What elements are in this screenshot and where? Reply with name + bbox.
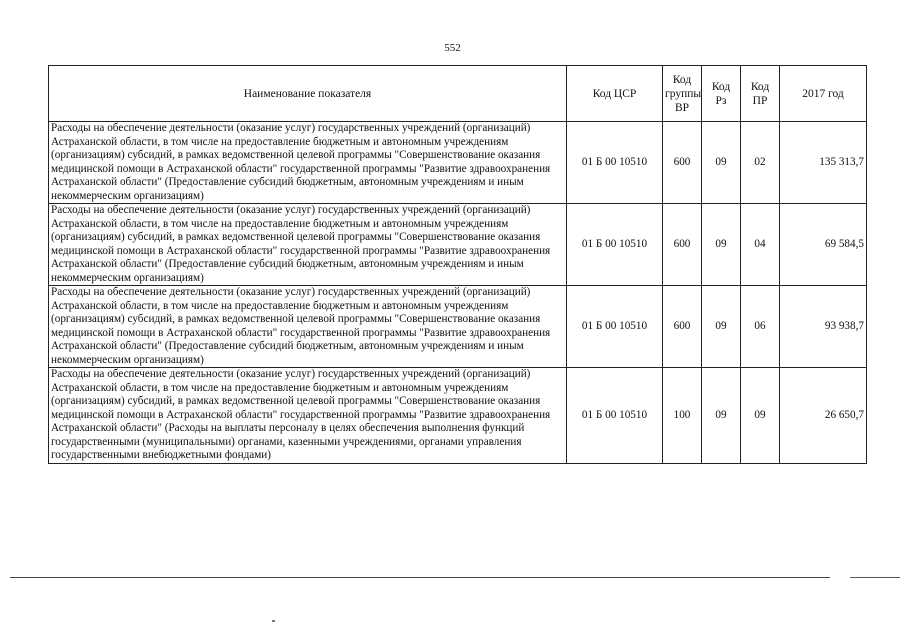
table-row xyxy=(49,204,867,286)
row-name: Расходы на обеспечение деятельности (оказание услуг) государственных учреждений (организаций) Астраханской области, в том числе на предоставление бюджетным и автономным учреждениям (организациям) субсидий, в рамках ведомственной целевой программы "Совершенствование оказания медицинской помощи в Астраханской области" государственной программы "Развитие здравоохранения Астраханской области" (Предоставление субсидий бюджетным, автономным учреждениям и иным некоммерческим организациям) xyxy=(49,122,567,204)
header-csr: Код ЦСР xyxy=(567,66,663,122)
row-vr: 600 xyxy=(663,122,702,204)
row-vr: 600 xyxy=(663,286,702,368)
header-year: 2017 год xyxy=(780,66,867,122)
header-pr-line1: Код xyxy=(750,80,770,93)
row-pr: 06 xyxy=(741,286,780,368)
row-vr: 100 xyxy=(663,368,702,464)
row-name: Расходы на обеспечение деятельности (оказание услуг) государственных учреждений (организаций) Астраханской области, в том числе на предоставление бюджетным и автономным учреждениям (организациям) субсидий, в рамках ведомственной целевой программы "Совершенствование оказания медицинской помощи в Астраханской области" государственной программы "Развитие здравоохранения Астраханской области" (Расходы на выплаты персоналу в целях обеспечения выполнения функций государственными (муниципальными) органами, казенными учреждениями, органами управления государственными внебюджетными фондами) xyxy=(49,368,567,464)
row-rz: 09 xyxy=(702,368,741,464)
row-vr: 600 xyxy=(663,204,702,286)
row-pr: 02 xyxy=(741,122,780,204)
header-vr-line1: Код xyxy=(672,73,692,86)
bottom-rule-right xyxy=(850,577,900,578)
row-amount: 93 938,7 xyxy=(780,286,867,368)
table-row xyxy=(49,122,867,204)
scan-speck xyxy=(272,620,275,622)
header-vr xyxy=(663,66,702,122)
row-name: Расходы на обеспечение деятельности (оказание услуг) государственных учреждений (организаций) Астраханской области, в том числе на предоставление бюджетным и автономным учреждениям (организациям) субсидий, в рамках ведомственной целевой программы "Совершенствование оказания медицинской помощи в Астраханской области" государственной программы "Развитие здравоохранения Астраханской области" (Предоставление субсидий бюджетным, автономным учреждениям и иным некоммерческим организациям) xyxy=(49,204,567,286)
header-vr-line2: группы xyxy=(665,87,702,100)
row-amount: 135 313,7 xyxy=(780,122,867,204)
header-vr-line3: ВР xyxy=(674,101,690,114)
row-rz: 09 xyxy=(702,204,741,286)
budget-table xyxy=(48,65,867,464)
row-name: Расходы на обеспечение деятельности (оказание услуг) государственных учреждений (организаций) Астраханской области, в том числе на предоставление бюджетным и автономным учреждениям (организациям) субсидий, в рамках ведомственной целевой программы "Совершенствование оказания медицинской помощи в Астраханской области" государственной программы "Развитие здравоохранения Астраханской области" (Предоставление субсидий бюджетным, автономным учреждениям и иным некоммерческим организациям) xyxy=(49,286,567,368)
row-amount: 26 650,7 xyxy=(780,368,867,464)
row-rz: 09 xyxy=(702,286,741,368)
page-number: 552 xyxy=(444,42,461,54)
row-pr: 04 xyxy=(741,204,780,286)
header-rz xyxy=(702,66,741,122)
row-pr: 09 xyxy=(741,368,780,464)
header-rz-line2: Рз xyxy=(715,94,727,107)
table-row xyxy=(49,286,867,368)
table-header-row xyxy=(49,66,867,122)
row-amount: 69 584,5 xyxy=(780,204,867,286)
header-pr xyxy=(741,66,780,122)
bottom-rule xyxy=(10,577,830,578)
row-csr: 01 Б 00 10510 xyxy=(567,122,663,204)
row-csr: 01 Б 00 10510 xyxy=(567,204,663,286)
table-row xyxy=(49,368,867,464)
row-csr: 01 Б 00 10510 xyxy=(567,368,663,464)
header-rz-line1: Код xyxy=(711,80,731,93)
header-pr-line2: ПР xyxy=(752,94,768,107)
row-csr: 01 Б 00 10510 xyxy=(567,286,663,368)
row-rz: 09 xyxy=(702,122,741,204)
header-name: Наименование показателя xyxy=(49,66,567,122)
